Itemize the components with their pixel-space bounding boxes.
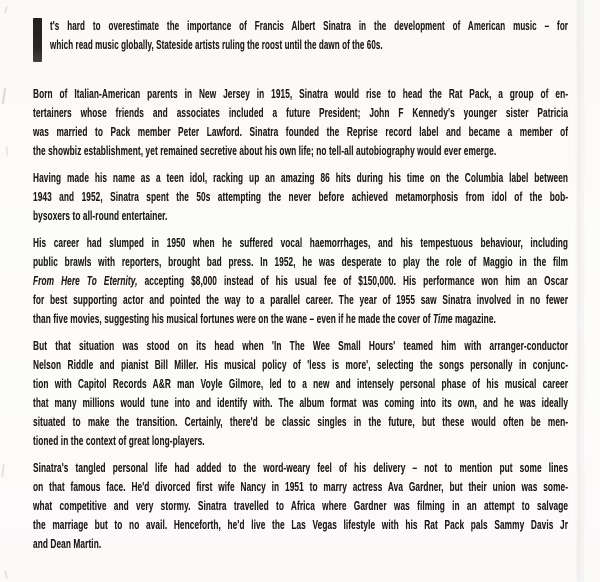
text-line: the showbiz establishment, yet remained secretive about his own life; no tell-all autobiography would ever emerge. — [33, 143, 497, 158]
scan-artifact-mark — [1, 464, 5, 477]
italic-title-text: From Here To Eternity, — [33, 273, 138, 288]
text-line: for best supporting actor and pointed the way to a parallel career. The year of 1955 saw Sinatra involved in no fewer — [33, 292, 569, 307]
text-line: Sinatra's tangled personal life had added to the word-weary feel of his delivery – not to mention put some lines — [33, 460, 569, 475]
text-line: tion with Capitol Records A&R man Voyle Gilmore, led to a new and intensely personal phase of his musical career — [33, 376, 569, 391]
text-line: and Dean Martin. — [33, 536, 102, 551]
text-line: that many millions would tune into and identify with. The album format was coming into its own, and he was ideally — [33, 395, 569, 410]
paragraph — [50, 16, 568, 54]
text-line: tertainers whose friends and associates included a future President; John F Kennedy's younger sister Patricia — [33, 105, 569, 120]
italic-title-text: Time — [433, 311, 453, 326]
scan-artifact-mark — [5, 146, 8, 156]
scan-page-edge — [575, 0, 584, 582]
text-line: bysoxers to all-round entertainer. — [33, 208, 168, 223]
text-line: Born of Italian-American parents in New Jersey in 1915, Sinatra would rise to head the Rat Pack, a group of en- — [33, 86, 569, 101]
text-line: From Here To Eternity, accepting $8,000 instead of his usual fee of $150,000. His performance won him an Oscar — [33, 273, 569, 288]
text-line: what competitive and very stormy. Sinatra travelled to Africa where Gardner was filming in an attempt to salvage — [33, 498, 569, 513]
text-line: which read music globally, Stateside artists ruling the roost until the dawn of the 60s. — [50, 37, 383, 52]
text-line: was married to Pack member Peter Lawford. Sinatra founded the Reprise record label and became a member of — [33, 124, 569, 139]
scan-artifact-mark — [2, 88, 6, 104]
text-line: But that situation was stood on its head when 'In The Wee Small Hours' teamed him with arranger-conductor — [33, 338, 569, 353]
liner-notes-text-block — [33, 16, 568, 561]
text-line: public brawls with reporters, brought bad press. In 1952, he was desperate to play the role of Maggio in the film — [33, 254, 569, 269]
text-line: tioned in the context of great long-players. — [33, 433, 205, 448]
text-line: 1943 and 1952, Sinatra spent the 50s attempting the never before achieved metamorphosis from idol of the bob- — [33, 189, 569, 204]
paragraph — [33, 84, 568, 160]
text-line: situated to make the transition. Certainly, there'd be classic singles in the future, but these would often be men- — [33, 414, 569, 429]
text-line: on that famous face. He'd divorced first wife Nancy in 1951 to marry actress Ava Gardner, but their union was some- — [33, 479, 569, 494]
paragraph — [33, 233, 568, 328]
paragraph — [33, 336, 568, 450]
scan-artifact-mark — [4, 6, 8, 14]
text-line: the marriage but to no avail. Henceforth, he'd live the Las Vegas lifestyle with his Rat Pack pals Sammy Davis Jr — [33, 517, 569, 532]
text-line: Having made his name as a teen idol, racking up an amazing 86 hits during his time on the Columbia label between — [33, 170, 569, 185]
text-line: His career had slumped in 1950 when he suffered vocal haemorrhages, and his tempestuous behaviour, including — [33, 235, 569, 250]
paragraph — [33, 168, 568, 225]
text-line: Nelson Riddle and pianist Bill Miller. His musical policy of 'less is more', selecting the songs personally in conjunc- — [33, 357, 569, 372]
text-line: than five movies, suggesting his musical fortunes were on the wane – even if he made the cover of Time magazine. — [33, 311, 496, 326]
text-line: t's hard to overestimate the importance of Francis Albert Sinatra in the development of American music – for — [50, 18, 569, 33]
scan-artifact-mark — [4, 570, 8, 579]
paragraph — [33, 458, 568, 553]
